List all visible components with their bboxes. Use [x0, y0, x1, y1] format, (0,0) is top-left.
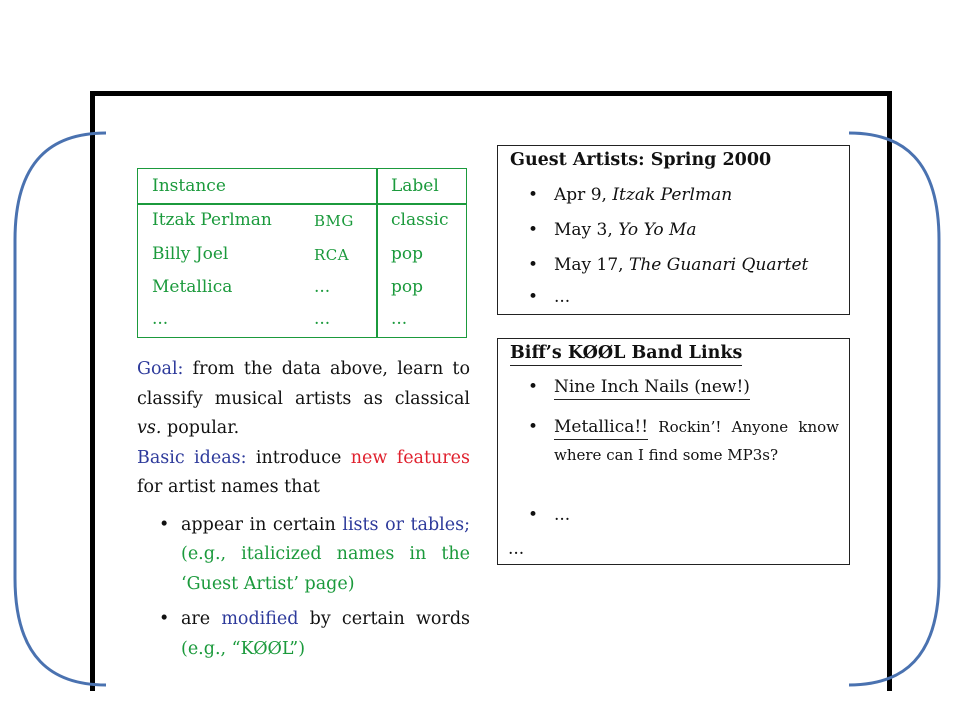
- row-name: Metallica: [152, 277, 233, 297]
- row-label: pop: [391, 244, 423, 264]
- guest-date: ...: [554, 287, 571, 307]
- bullet-icon: •: [528, 505, 539, 525]
- lists-tables-text: lists or tables;: [342, 514, 471, 535]
- bullet2-text-end: by certain words: [298, 609, 471, 629]
- list-item: [528, 220, 839, 240]
- band-links-title: Biff’s KØØL Band Links: [510, 343, 742, 366]
- bullet-icon: •: [528, 255, 539, 275]
- ideas-mid: introduce: [246, 447, 351, 468]
- ideas-paragraph: [137, 444, 470, 503]
- guest-artist: The Guanari Quartet: [629, 255, 809, 275]
- header-instance: Instance: [152, 176, 226, 196]
- guest-artists-title: Guest Artists: Spring 2000: [510, 150, 772, 170]
- bullet-icon: •: [528, 220, 539, 240]
- list-item: [528, 185, 839, 205]
- list-item: [528, 377, 839, 397]
- table-divider-vertical: [376, 169, 378, 337]
- goal-paragraph: [137, 355, 470, 444]
- list-item: [528, 255, 839, 275]
- bullet-icon: •: [528, 185, 539, 205]
- row-label: classic: [391, 210, 449, 230]
- row-name: Itzak Perlman: [152, 210, 272, 230]
- bullet-icon: •: [528, 377, 539, 397]
- list-item: [137, 605, 470, 664]
- guest-date: Apr 9,: [554, 185, 613, 205]
- goal-label: Goal:: [137, 359, 184, 379]
- guest-artist: Itzak Perlman: [612, 185, 733, 205]
- bullet2-text: are: [181, 609, 222, 629]
- link-nine-inch-nails[interactable]: Nine Inch Nails (new!): [554, 377, 750, 400]
- link-metallica[interactable]: Metallica!!: [554, 417, 648, 440]
- guest-artist: Yo Yo Ma: [618, 220, 697, 240]
- bullet2-example: (e.g., “KØØL”): [181, 638, 306, 659]
- list-item: [528, 413, 839, 469]
- band-footer-ellipsis: ...: [508, 539, 525, 559]
- row-name: ...: [152, 309, 169, 329]
- row-name: Billy Joel: [152, 244, 229, 264]
- band-links-box: [497, 338, 850, 565]
- table-divider-horizontal: [138, 203, 466, 205]
- guest-date: May 17,: [554, 255, 629, 275]
- row-label: pop: [391, 277, 423, 297]
- new-features-text: new features: [350, 447, 470, 468]
- row-company: ...: [314, 309, 331, 329]
- bullet-icon: •: [159, 514, 170, 535]
- training-table: [137, 168, 467, 338]
- row-company: ...: [314, 277, 331, 297]
- header-label: Label: [391, 176, 439, 196]
- list-item: [528, 287, 839, 307]
- list-item: [137, 511, 470, 600]
- description-text: [137, 355, 470, 664]
- vs-text: vs.: [137, 418, 162, 438]
- goal-body: from the data above, learn to classify musical artists as classical: [137, 359, 470, 409]
- guest-artists-box: [497, 145, 850, 315]
- ideas-end: for artist names that: [137, 477, 320, 497]
- bullet-icon: •: [528, 287, 539, 307]
- row-company: BMG: [314, 212, 354, 230]
- band-more: ...: [554, 505, 571, 525]
- metallica-comment: Rockin’! Anyone know where can I find some MP3s?: [554, 418, 839, 464]
- ideas-label: Basic ideas:: [137, 447, 247, 468]
- ideas-list: [137, 511, 470, 665]
- bullet1-text: appear in certain: [181, 514, 343, 535]
- row-company: RCA: [314, 246, 350, 264]
- guest-date: May 3,: [554, 220, 619, 240]
- list-item: [528, 505, 839, 525]
- bullet-icon: •: [159, 609, 170, 629]
- bullet1-example: (e.g., italicized names in the ‘Guest Artist’ page): [181, 544, 470, 594]
- goal-end: popular.: [161, 418, 240, 438]
- modified-text: modified: [221, 609, 299, 629]
- bullet-icon: •: [528, 417, 539, 437]
- row-label: ...: [391, 309, 408, 329]
